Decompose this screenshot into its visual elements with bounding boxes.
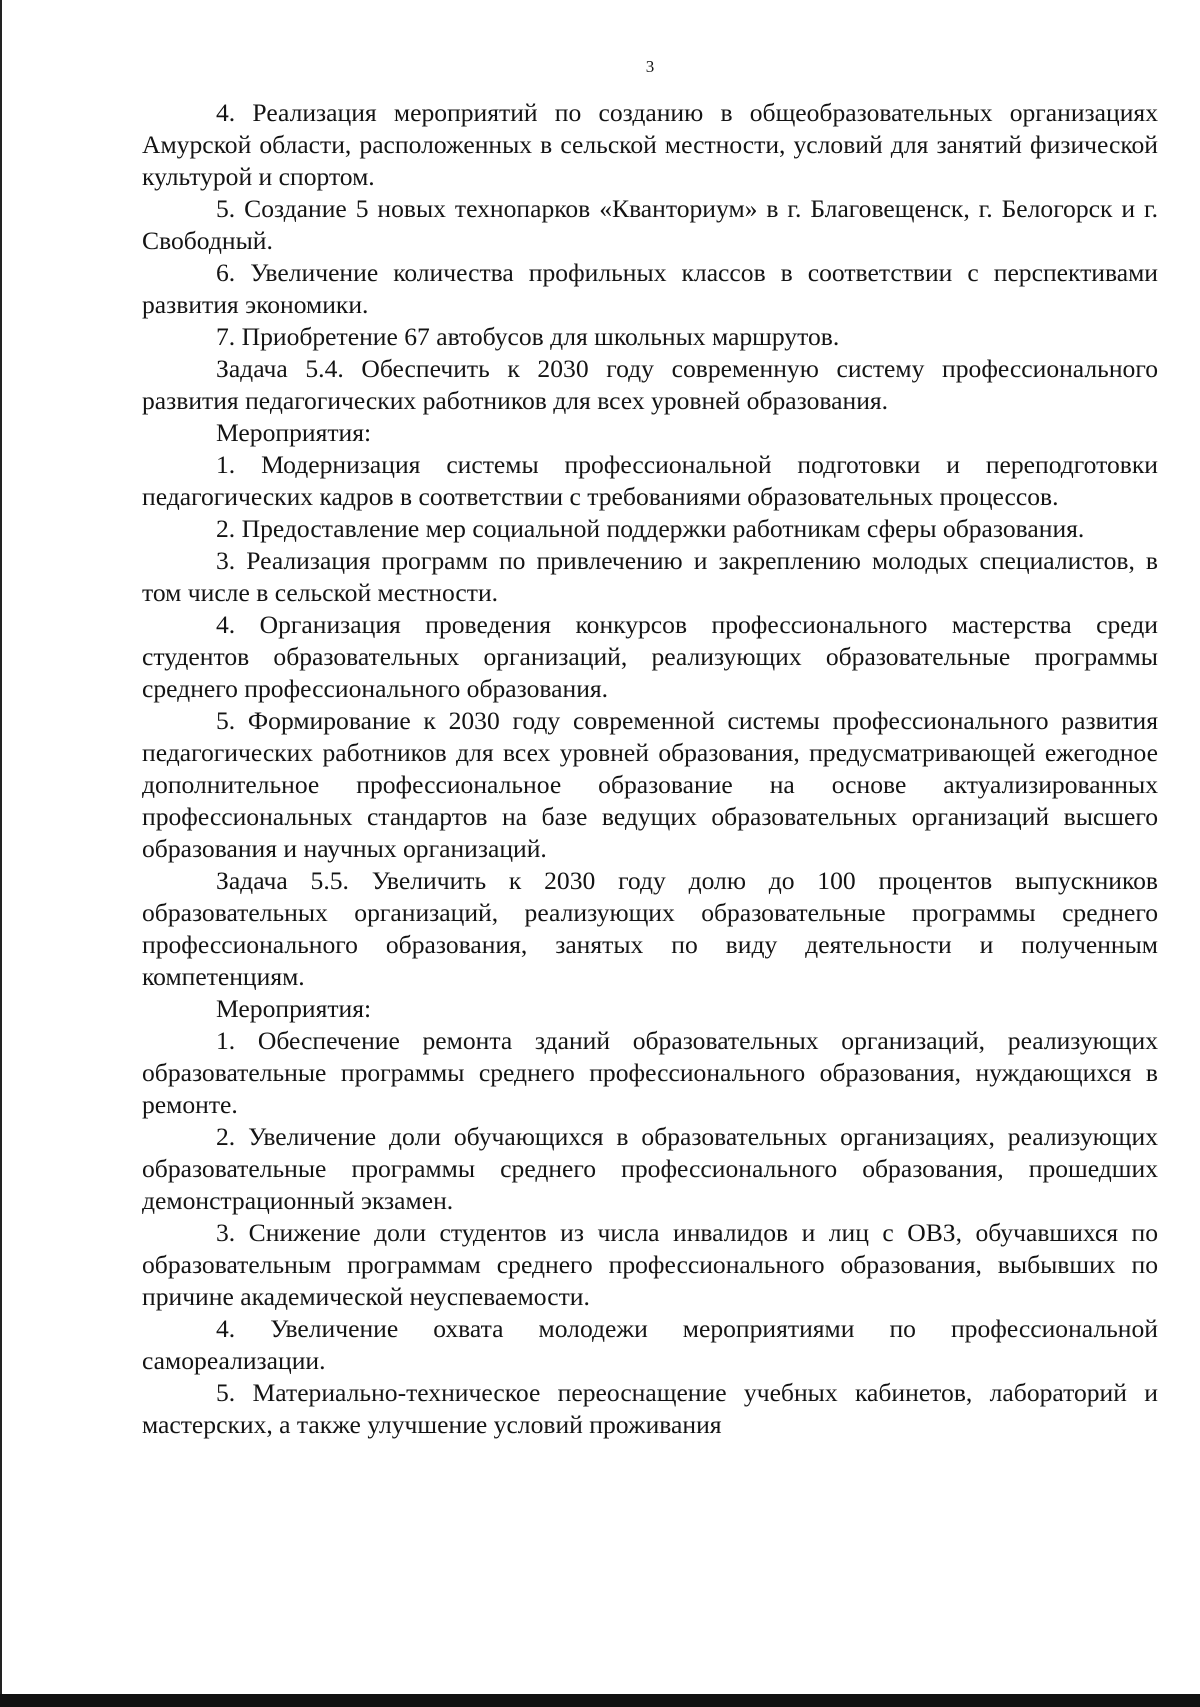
paragraph-measure-7: 7. Приобретение 67 автобусов для школьных маршрутов. [216, 322, 840, 351]
scan-bottom-edge [0, 1694, 1200, 1707]
page-body [142, 97, 1158, 1441]
paragraph-task-5-4-measure-3: 3. Реализация программ по привлечению и закреплению молодых специалистов, в том числе в сельской местности. [142, 546, 1158, 607]
paragraph-task-5-4-measure-5: 5. Формирование к 2030 году современной системы профессионального развития педагогических работников для всех уровней образования, предусматривающей ежегодное дополнительное профессиональное образование на основе актуализированных профессиональных стандартов на базе ведущих образовательных организаций высшего образования и научных организаций. [142, 706, 1158, 863]
paragraph-task-5-4-measure-4: 4. Организация проведения конкурсов профессионального мастерства среди студентов образовательных организаций, реализующих образовательные программы среднего профессионального образования. [142, 610, 1158, 703]
paragraph-task-5-5-measure-1: 1. Обеспечение ремонта зданий образовательных организаций, реализующих образовательные программы среднего профессионального образования, нуждающихся в ремонте. [142, 1026, 1158, 1119]
paragraph-measures-heading: Мероприятия: [216, 994, 372, 1023]
paragraph-task-5-5-measure-5: 5. Материально-техническое переоснащение учебных кабинетов, лабораторий и мастерских, а также улучшение условий проживания [142, 1378, 1158, 1439]
paragraph-measure-4: 4. Реализация мероприятий по созданию в общеобразовательных организациях Амурской области, расположенных в сельской местности, условий для занятий физической культурой и спортом. [142, 98, 1158, 191]
paragraph-task-5-4-measure-2: 2. Предоставление мер социальной поддержки работникам сферы образования. [216, 514, 1085, 543]
paragraph-task-5-5: Задача 5.5. Увеличить к 2030 году долю до 100 процентов выпускников образовательных организаций, реализующих образовательные программы среднего профессионального образования, занятых по виду деятельности и полученным компетенциям. [142, 866, 1158, 991]
scan-left-edge [0, 0, 2, 1707]
paragraph-task-5-5-measure-3: 3. Снижение доли студентов из числа инвалидов и лиц с ОВЗ, обучавшихся по образовательным программам среднего профессионального образования, выбывших по причине академической неуспеваемости. [142, 1218, 1158, 1311]
paragraph-task-5-4-measure-1: 1. Модернизация системы профессиональной подготовки и переподготовки педагогических кадров в соответствии с требованиями образовательных процессов. [142, 450, 1158, 511]
paragraph-task-5-5-measure-4: 4. Увеличение охвата молодежи мероприятиями по профессиональной самореализации. [142, 1314, 1158, 1375]
paragraph-task-5-4: Задача 5.4. Обеспечить к 2030 году современную систему профессионального развития педагогических работников для всех уровней образования. [142, 354, 1158, 415]
paragraph-measures-heading: Мероприятия: [216, 418, 372, 447]
paragraph-measure-6: 6. Увеличение количества профильных классов в соответствии с перспективами развития экономики. [142, 258, 1158, 319]
page-number: 3 [645, 57, 655, 76]
paragraph-measure-5: 5. Создание 5 новых технопарков «Кванториум» в г. Благовещенск, г. Белогорск и г. Свободный. [142, 194, 1158, 255]
paragraph-task-5-5-measure-2: 2. Увеличение доли обучающихся в образовательных организациях, реализующих образовательные программы среднего профессионального образования, прошедших демонстрационный экзамен. [142, 1122, 1158, 1215]
